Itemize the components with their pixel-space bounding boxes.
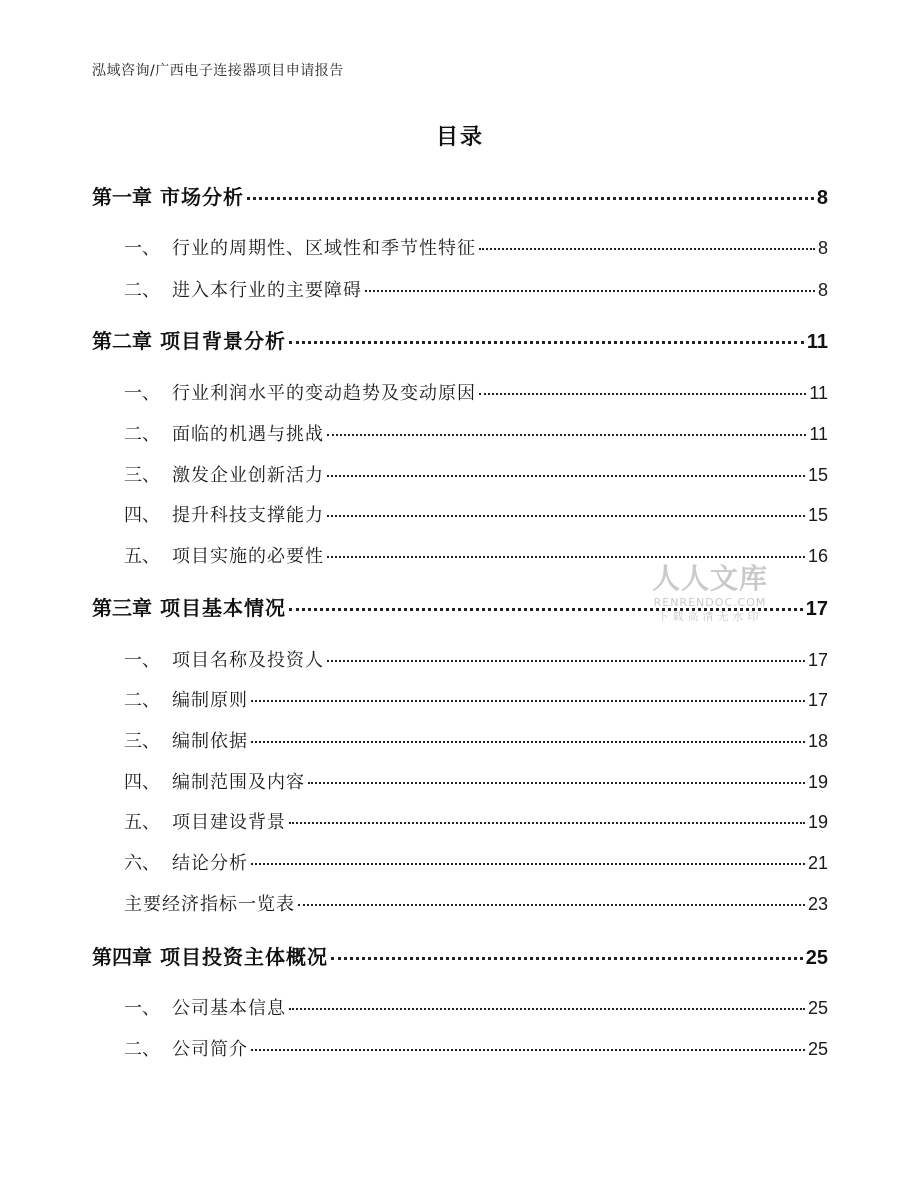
toc-page-number: 16 [807, 546, 828, 566]
toc-page-number: 8 [816, 187, 828, 209]
toc-chapter-entry[interactable] [92, 325, 828, 354]
toc-entry-label: 公司基本信息 [172, 998, 286, 1019]
toc-page-number: 8 [817, 280, 828, 300]
toc-entry-label: 公司简介 [172, 1039, 248, 1060]
toc-entry-number: 四、 [124, 772, 160, 793]
toc-dot-leader [327, 515, 805, 517]
toc-entry-label: 结论分析 [172, 853, 248, 874]
toc-section-entry[interactable] [124, 379, 828, 405]
toc-dot-leader [251, 700, 805, 702]
toc-page-number: 17 [807, 650, 828, 670]
toc-entry-label: 项目背景分析 [160, 329, 286, 353]
toc-section-entry[interactable] [124, 276, 828, 302]
toc-dot-leader [479, 248, 815, 250]
toc-entry-label: 项目建设背景 [172, 812, 286, 833]
toc-entry-label: 项目实施的必要性 [172, 546, 324, 567]
toc-entry-label: 编制范围及内容 [172, 772, 305, 793]
toc-section-entry[interactable] [124, 686, 828, 712]
toc-page-number: 8 [817, 238, 828, 258]
toc-entry-label: 面临的机遇与挑战 [172, 424, 324, 445]
toc-dot-leader [327, 434, 806, 436]
page-header: 泓域咨询/广西电子连接器项目申请报告 [92, 63, 344, 79]
toc-dot-leader [308, 782, 805, 784]
toc-page-number: 25 [807, 1039, 828, 1059]
toc-section-entry[interactable] [124, 890, 828, 916]
toc-entry-label: 项目投资主体概况 [160, 945, 328, 969]
toc-page-number: 11 [806, 331, 828, 353]
toc-dot-leader [251, 741, 805, 743]
toc-entry-label: 项目名称及投资人 [172, 650, 324, 671]
toc-entry-label: 提升科技支撑能力 [172, 505, 324, 526]
toc-dot-leader [479, 393, 806, 395]
toc-page-number: 19 [807, 812, 828, 832]
toc-dot-leader [289, 1008, 805, 1010]
toc-entry-label: 编制依据 [172, 731, 248, 752]
toc-dot-leader [331, 957, 803, 960]
watermark-logo-text: 人人文库 [651, 562, 768, 595]
toc-chapter-entry[interactable] [92, 181, 828, 210]
watermark-subtitle: 下载高清无水印 [657, 610, 763, 623]
toc-dot-leader [327, 660, 805, 662]
toc-entry-number: 第一章 [92, 185, 152, 209]
toc-page-number: 23 [807, 894, 828, 914]
toc-entry-label: 编制原则 [172, 690, 248, 711]
toc-section-entry[interactable] [124, 849, 828, 875]
toc-section-entry[interactable] [124, 808, 828, 834]
toc-section-entry[interactable] [124, 501, 828, 527]
toc-entry-number: 五、 [124, 812, 160, 833]
toc-entry-number: 四、 [124, 505, 160, 526]
watermark-site: RENRENDOC.COM [653, 596, 767, 609]
toc-section-entry[interactable] [124, 234, 828, 260]
toc-entry-label: 进入本行业的主要障碍 [172, 280, 362, 301]
page-title: 目录 [435, 125, 484, 150]
toc-entry-number: 二、 [124, 1039, 160, 1060]
toc-section-entry[interactable] [124, 646, 828, 672]
toc-entry-number: 第三章 [92, 596, 152, 620]
toc-page-number: 15 [807, 505, 828, 525]
toc-page-number: 11 [809, 383, 828, 403]
toc-entry-number: 三、 [124, 465, 160, 486]
toc-dot-leader [289, 822, 805, 824]
toc-dot-leader [327, 475, 805, 477]
toc-entry-label: 行业的周期性、区域性和季节性特征 [172, 238, 476, 259]
toc-dot-leader [289, 341, 804, 344]
toc-entry-label: 市场分析 [160, 185, 244, 209]
toc-entry-number: 一、 [124, 383, 160, 404]
toc-page-number: 17 [805, 598, 828, 620]
toc-entry-number: 第四章 [92, 945, 152, 969]
toc-section-entry[interactable] [124, 461, 828, 487]
toc-page-number: 15 [807, 465, 828, 485]
toc-entry-label: 行业利润水平的变动趋势及变动原因 [172, 383, 476, 404]
toc-section-entry[interactable] [124, 1035, 828, 1061]
toc-dot-leader [298, 904, 805, 906]
toc-page-number: 18 [807, 731, 828, 751]
toc-dot-leader [365, 290, 815, 292]
toc-entry-number: 一、 [124, 650, 160, 671]
toc-entry-number: 六、 [124, 853, 160, 874]
toc-page-number: 25 [805, 947, 828, 969]
toc-entry-number: 五、 [124, 546, 160, 567]
watermark [648, 562, 772, 624]
toc-dot-leader [251, 863, 805, 865]
toc-entry-number: 二、 [124, 690, 160, 711]
toc-dot-leader [247, 197, 814, 200]
toc-page-number: 11 [809, 424, 828, 444]
toc-dot-leader [327, 556, 805, 558]
toc-entry-number: 二、 [124, 424, 160, 445]
toc-entry-label: 激发企业创新活力 [172, 465, 324, 486]
toc-entry-number: 一、 [124, 998, 160, 1019]
toc-chapter-entry[interactable] [92, 941, 828, 970]
toc-section-entry[interactable] [124, 994, 828, 1020]
toc-entry-number: 二、 [124, 280, 160, 301]
toc-page-number: 25 [807, 998, 828, 1018]
toc-entry-label: 主要经济指标一览表 [124, 894, 295, 915]
toc-page-number: 19 [807, 772, 828, 792]
toc-entry-number: 第二章 [92, 329, 152, 353]
toc-entry-label: 项目基本情况 [160, 596, 286, 620]
toc-entry-number: 三、 [124, 731, 160, 752]
toc-entry-number: 一、 [124, 238, 160, 259]
toc-page-number: 17 [807, 690, 828, 710]
toc-dot-leader [251, 1049, 805, 1051]
toc-section-entry[interactable] [124, 768, 828, 794]
toc-section-entry[interactable] [124, 420, 828, 446]
toc-section-entry[interactable] [124, 727, 828, 753]
toc-page-number: 21 [807, 853, 828, 873]
